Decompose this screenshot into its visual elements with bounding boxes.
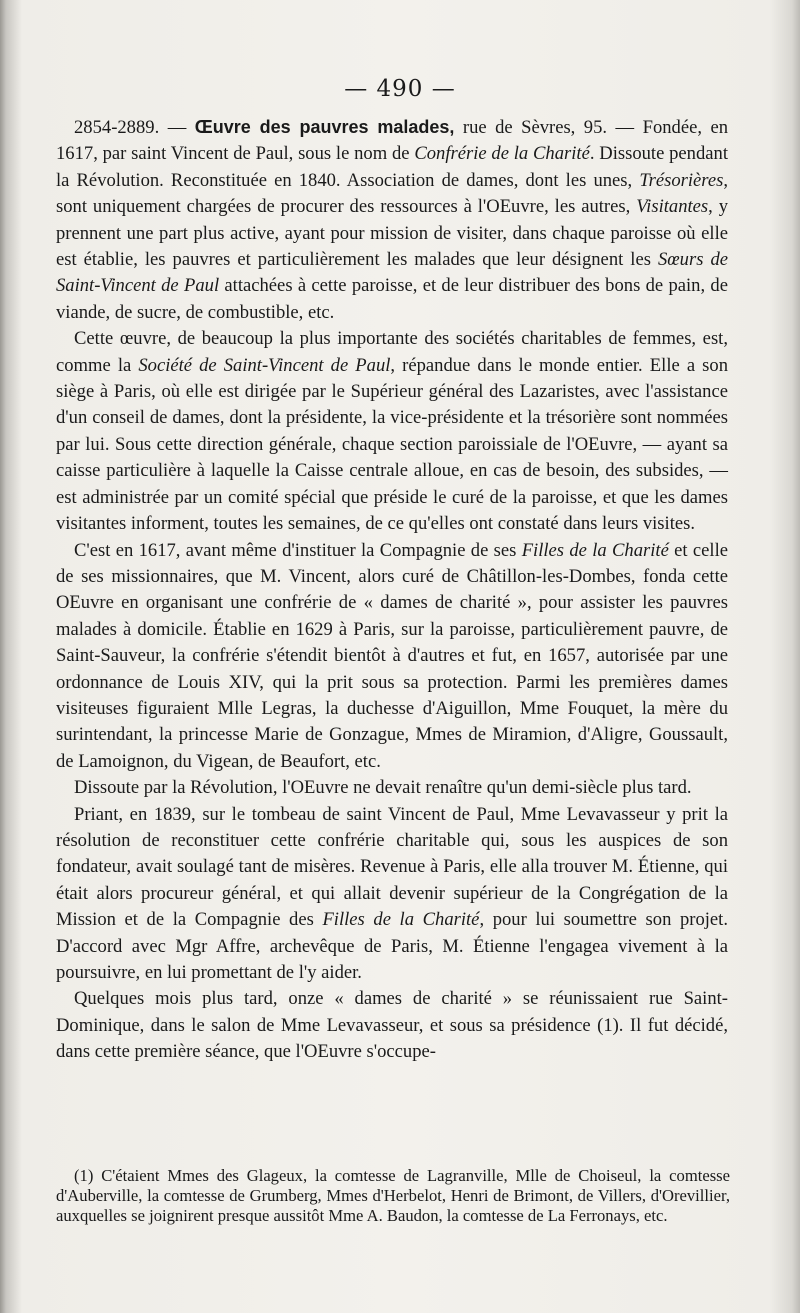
entry-title: Œuvre des pauvres malades, <box>194 117 455 137</box>
entry-paragraph <box>56 114 728 326</box>
entry-text: , y prennent une part plus active, ayant pour mission de visiter, dans chaque paroisse où elle est établie, les pauvres et particulièrement les malades que leur désignent les <box>56 196 729 271</box>
paragraph-text: , répandue dans le monde entier. Elle a son siège à Paris, où elle est dirigée par le Supérieur général des Lazaristes, avec l'assistance d'un conseil de dames, dont la présidente, la vice-présidente et la trésorière sont nommées par lui. Sous cette direction générale, chaque section paroissiale de l'OEuvre, — ayant sa caisse particulière à laquelle la Caisse centrale alloue, en cas de besoin, des subsides, — est administrée par un comité spécial que préside le curé de la paroisse, et que les dames visitantes informent, toutes les semaines, de ce qu'elles ont constaté dans leurs visites. <box>56 354 728 535</box>
entry-text: , sont uniquement chargées de procurer des ressources à l'OEuvre, les autres, <box>56 169 728 218</box>
entry-text: attachées à cette paroisse, et de leur distribuer des bons de pain, de viande, de sucre, de combustible, etc. <box>56 275 728 323</box>
entry-address: rue de Sèvres, 95. — <box>462 117 635 138</box>
page-number: — 490 — <box>344 76 456 102</box>
italic-filles: Filles de la Charité <box>322 909 480 931</box>
entry-text: . Dissoute pendant la Révolution. Reconstituée en 1840. Association de dames, dont les unes, <box>56 143 728 191</box>
entry-italic-soeurs: Sœurs de Saint-Vincent de Paul <box>56 249 728 297</box>
paragraph-4: Dissoute par la Révolution, l'OEuvre ne devait renaître qu'un demi-siècle plus tard. <box>74 777 692 799</box>
paragraph-6: Quelques mois plus tard, onze « dames de charité » se réunissaient rue Saint-Dominique, dans le salon de Mme Levavasseur, et sous sa présidence (1). Il fut décidé, dans cette première séance, que l'OEuvre s'occupe- <box>56 988 728 1063</box>
entry-italic-confrerie: Confrérie de la Charité <box>414 143 590 165</box>
paragraph-2 <box>56 326 728 537</box>
footnote-text: (1) C'étaient Mmes des Glageux, la comtesse de Lagranville, Mlle de Choiseul, la comtesse d'Auberville, la comtesse de Grumberg, Mmes d'Herbelot, Henri de Brimont, de Villers, d'Orevillier, auxquelles se joignirent presque aussitôt Mme A. Baudon, la comtesse de La Ferronays, etc. <box>56 1166 730 1225</box>
paragraph-text: Priant, en 1839, sur le tombeau de saint Vincent de Paul, Mme Levavasseur y prit la résolution de reconstituer cette confrérie charitable qui, sous les auspices de son fondateur, avait soulagé tant de misères. Revenue à Paris, elle alla trouver M. Étienne, qui était alors procureur général, et qui allait devenir supérieur de la Congrégation de la Mission et de la Compagnie des <box>56 803 728 931</box>
entry-italic-visitantes: Visitantes <box>636 196 709 218</box>
entry-italic-tresorieres: Trésorières <box>639 169 724 191</box>
paragraph-text: Cette œuvre, de beaucoup la plus importante des sociétés charitables de femmes, est, comme la <box>56 328 728 376</box>
entry-number: 2854-2889. — <box>74 117 187 138</box>
paragraph-text: , pour lui soumettre son projet. D'accord avec Mgr Affre, archevêque de Paris, M. Étienne l'engagea vivement à la poursuivre, en lui promettant de l'y aider. <box>56 909 728 983</box>
entry-text: Fondée, en 1617, par saint Vincent de Paul, sous le nom de <box>56 117 729 165</box>
paragraph-3 <box>56 538 728 776</box>
paragraph-text: et celle de ses missionnaires, que M. Vincent, alors curé de Châtillon-les-Dombes, fonda cette OEuvre en organisant une confrérie de « dames de charité », pour assister les pauvres malades à domicile. Établie en 1629 à Paris, sur la paroisse, particulièrement pauvre, de Saint-Sauveur, la confrérie s'étendit bientôt à d'autres et fut, en 1657, autorisée par une ordonnance de Louis XIV, qui la prit sous sa protection. Parmi les premières dames visiteuses figuraient Mlle Legras, la duchesse d'Aiguillon, Mme Fouquet, la mère du surintendant, la princesse Marie de Gonzague, Mmes de Miramion, d'Aligre, Goussault, de Lamoignon, du Vigean, de Beaufort, etc. <box>56 539 729 772</box>
footnote <box>56 1166 730 1226</box>
italic-filles: Filles de la Charité <box>521 539 669 561</box>
italic-societe: Société de Saint-Vincent de Paul <box>138 354 391 376</box>
main-text <box>56 114 728 1066</box>
paragraph-5 <box>56 802 728 987</box>
paragraph-text: C'est en 1617, avant même d'instituer la Compagnie de ses <box>74 539 517 561</box>
